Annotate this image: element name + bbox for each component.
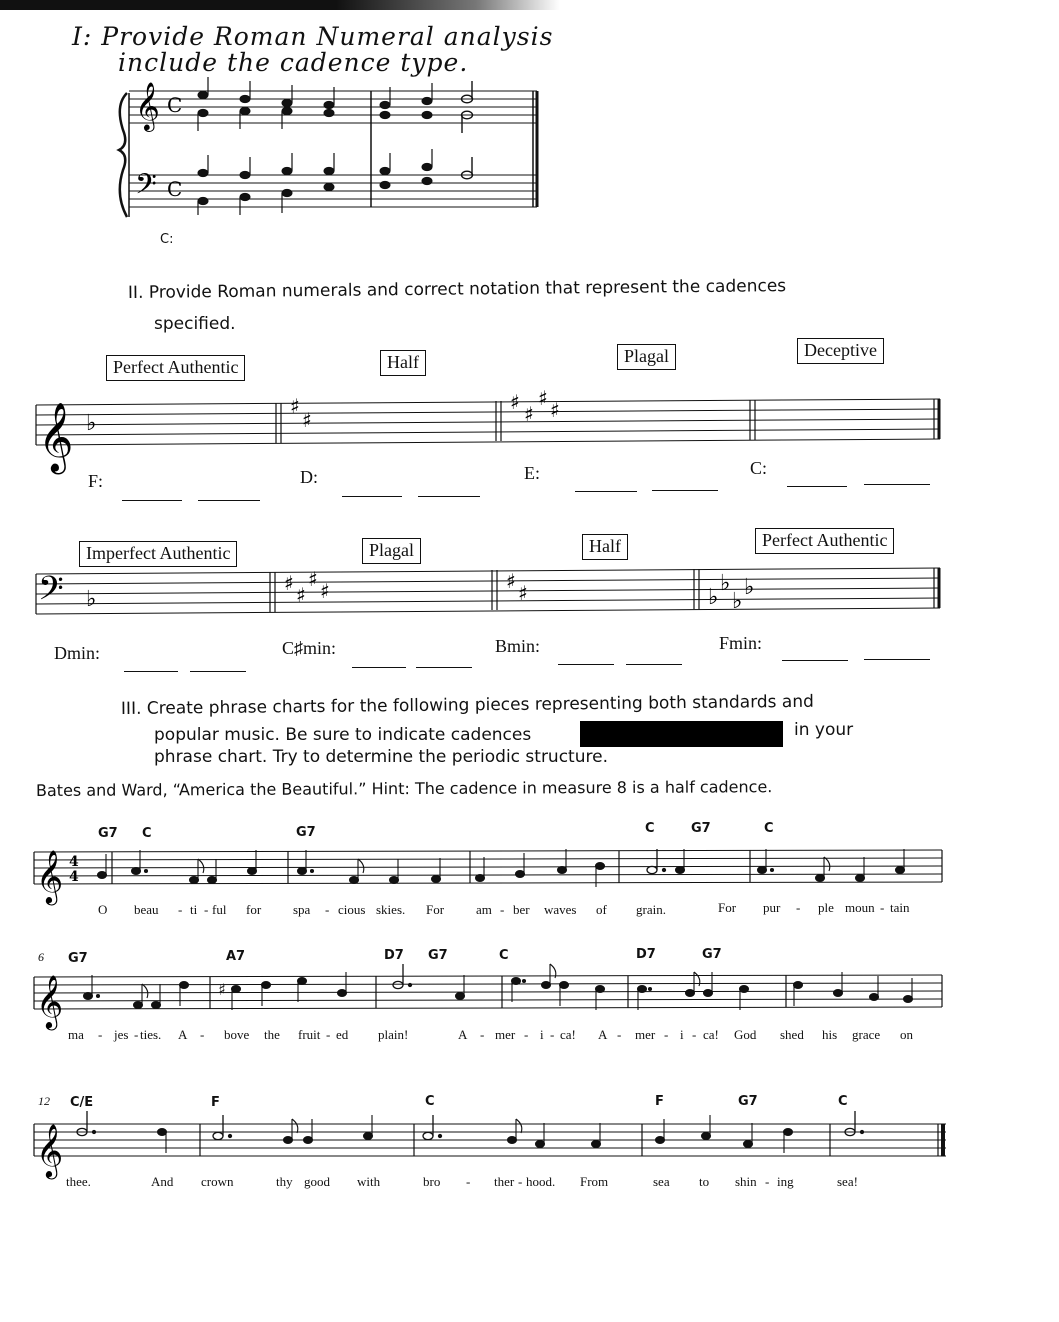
lyric-syllable: fruit — [298, 1027, 321, 1042]
treble-clef-icon: 𝄞 — [36, 974, 64, 1028]
lyric-syllable: A — [598, 1027, 608, 1042]
lyric-syllable: - — [326, 1027, 331, 1042]
bass-clef-icon: 𝄢 — [135, 168, 157, 208]
lyric-syllable: ing — [777, 1174, 794, 1189]
sharp-icon: ♯ — [284, 571, 294, 595]
lyric-syllable: for — [246, 902, 262, 917]
lyric-syllable: - — [880, 900, 885, 915]
lyric-syllable: And — [151, 1174, 174, 1189]
lyric-syllable: cious — [338, 902, 366, 917]
measure-number: 6 — [38, 950, 44, 964]
flat-icon: ♭ — [86, 587, 97, 612]
sharp-icon: ♯ — [510, 390, 520, 414]
lyric-syllable: good — [304, 1174, 330, 1189]
treble-clef-icon: 𝄞 — [36, 1123, 64, 1177]
answer-blank[interactable] — [418, 482, 480, 501]
lyric-syllable: ca! — [560, 1027, 576, 1042]
chord-symbol: A7 — [226, 949, 246, 964]
answer-blank[interactable] — [416, 653, 472, 672]
sharp-icon: ♯ — [296, 583, 306, 607]
lyric-syllable: - — [178, 902, 183, 917]
lyric-syllable: ed — [336, 1027, 349, 1042]
flat-icon: ♭ — [708, 585, 719, 610]
cadence-label-half: Half — [380, 350, 426, 376]
lyric-syllable: of — [596, 902, 607, 917]
key-label-dmin: Dmin: — [54, 643, 101, 663]
lyric-syllable: - — [466, 1174, 471, 1189]
scan-edge-bar — [0, 0, 560, 10]
lyric-syllable: the — [264, 1027, 280, 1042]
lyric-syllable: on — [900, 1027, 913, 1042]
cadence-label-imperfect-authentic: Imperfect Authentic — [79, 541, 237, 567]
flat-icon: ♭ — [86, 411, 97, 436]
cadence-label-perfect-authentic: Perfect Authentic — [755, 528, 894, 554]
cadence-label-deceptive: Deceptive — [797, 338, 884, 364]
lyric-syllable: his — [822, 1027, 838, 1042]
answer-blank[interactable] — [122, 486, 182, 505]
lyric-syllable: ma — [68, 1027, 84, 1042]
melody-staff-line2 — [32, 965, 947, 1028]
answer-blank[interactable] — [558, 650, 614, 669]
lyric-syllable: crown — [201, 1174, 234, 1189]
lyric-syllable: - — [692, 1027, 697, 1042]
section1-grand-staff — [115, 75, 555, 225]
lyric-syllable: grace — [852, 1027, 881, 1042]
lyric-syllable: shed — [780, 1027, 804, 1042]
chord-symbol: G7 — [68, 951, 88, 966]
lyric-syllable: O — [98, 902, 108, 917]
cadence-label-plagal: Plagal — [362, 538, 421, 564]
lyric-syllable: beau — [134, 902, 159, 917]
section1-instruction-line2: include the cadence type. — [118, 48, 469, 77]
chord-symbol: G7 — [738, 1094, 758, 1109]
section2-treble-staff — [34, 375, 944, 472]
lyric-syllable: A — [458, 1027, 468, 1042]
lyric-syllable: - — [325, 902, 330, 917]
lyric-syllable: For — [718, 900, 737, 915]
lyric-syllable: plain! — [378, 1027, 409, 1042]
treble-clef-icon: 𝄞 — [36, 849, 64, 903]
chord-symbol: G7 — [702, 947, 722, 962]
section2-heading-line1: II. Provide Roman numerals and correct notation that represent the cadences — [127, 276, 787, 303]
answer-blank[interactable] — [864, 470, 930, 489]
key-label-fmin: Fmin: — [719, 633, 763, 653]
chord-symbol: C/E — [70, 1095, 94, 1110]
lyric-syllable: - — [617, 1027, 622, 1042]
key-label-d: D: — [300, 467, 318, 487]
answer-blank[interactable] — [124, 657, 178, 676]
lyric-syllable: mer — [495, 1027, 516, 1042]
chord-symbol: G7 — [296, 825, 316, 840]
lyric-syllable: - — [204, 902, 209, 917]
lyric-syllable: - — [500, 902, 505, 917]
lyric-syllable: spa — [293, 902, 311, 917]
answer-blank[interactable] — [782, 646, 848, 665]
answer-blank[interactable] — [352, 653, 406, 672]
section3-heading-line2a: popular music. Be sure to indicate cadences — [154, 725, 532, 745]
flat-icon: ♭ — [720, 571, 731, 596]
lyric-syllable: - — [765, 1174, 770, 1189]
svg-text:C: C — [167, 177, 183, 201]
sharp-icon: ♯ — [308, 567, 318, 591]
melody-staff-line3 — [32, 1112, 947, 1177]
lyric-syllable: skies. — [376, 902, 406, 917]
chord-symbol: G7 — [691, 821, 711, 836]
lyric-syllable: waves — [544, 902, 577, 917]
svg-text:4: 4 — [69, 854, 79, 870]
answer-blank[interactable] — [864, 645, 930, 664]
section1-instruction-line1: I: Provide Roman Numeral analysis — [72, 22, 554, 51]
lyric-syllable: ple — [818, 900, 834, 915]
answer-blank[interactable] — [198, 486, 260, 505]
key-label-f: F: — [88, 471, 104, 491]
sharp-icon: ♯ — [506, 569, 516, 593]
lyric-syllable: - — [664, 1027, 669, 1042]
lyric-syllable: - — [518, 1174, 523, 1189]
cadence-label-plagal: Plagal — [617, 344, 676, 370]
lyric-syllable: with — [357, 1174, 381, 1189]
section3-heading-line3: phrase chart. Try to determine the periodic structure. — [154, 747, 608, 767]
flat-icon: ♭ — [744, 575, 755, 600]
lyric-syllable: to — [699, 1174, 710, 1189]
answer-blank[interactable] — [190, 657, 246, 676]
key-label-e: E: — [524, 463, 540, 483]
svg-text:♯: ♯ — [218, 980, 226, 999]
lyric-syllable: For — [426, 902, 445, 917]
lyric-syllable: - — [200, 1027, 205, 1042]
sharp-icon: ♯ — [518, 581, 528, 605]
lyric-syllable: thy — [276, 1174, 293, 1189]
lyric-syllable: - — [550, 1027, 555, 1042]
flat-icon: ♭ — [732, 589, 743, 614]
section3-heading-line1: III. Create phrase charts for the following pieces representing both standards and — [120, 691, 814, 719]
chord-symbol: C — [645, 821, 655, 836]
treble-clef-icon: 𝄞 — [135, 81, 160, 130]
lyric-syllable: A — [178, 1027, 188, 1042]
answer-blank[interactable] — [626, 650, 682, 669]
lyric-syllable: God — [734, 1027, 757, 1042]
chord-symbol: D7 — [384, 948, 404, 963]
lyric-syllable: ful — [212, 902, 227, 917]
treble-clef-icon: 𝄞 — [38, 402, 74, 472]
lyric-syllable: pur — [763, 900, 781, 915]
redaction-bar — [580, 721, 783, 747]
lyric-syllable: i — [680, 1027, 684, 1042]
section3-heading-line2b: in your — [794, 720, 854, 740]
chord-symbol: C — [499, 948, 509, 963]
cadence-label-half: Half — [582, 534, 628, 560]
key-label-bmin: Bmin: — [495, 636, 541, 656]
lyric-syllable: mer — [635, 1027, 656, 1042]
chord-symbol: C — [142, 826, 152, 841]
lyric-syllable: - — [524, 1027, 529, 1042]
section2-bass-staff — [34, 560, 944, 630]
answer-blank[interactable] — [342, 482, 402, 501]
lyric-syllable: From — [580, 1174, 609, 1189]
lyric-syllable: sea — [653, 1174, 670, 1189]
lyric-syllable: - — [98, 1027, 103, 1042]
lyric-syllable: bove — [224, 1027, 250, 1042]
lyric-syllable: shin — [735, 1174, 757, 1189]
lyric-syllable: hood. — [526, 1174, 556, 1189]
lyric-syllable: - — [480, 1027, 485, 1042]
chord-symbol: D7 — [636, 947, 656, 962]
sharp-icon: ♯ — [320, 579, 330, 603]
lyric-syllable: moun — [845, 900, 875, 915]
chord-symbol: C — [764, 821, 774, 836]
lyric-syllable: - — [796, 900, 801, 915]
lyric-syllable: sea! — [837, 1174, 858, 1189]
answer-blank[interactable] — [575, 477, 637, 496]
sharp-icon: ♯ — [290, 394, 300, 418]
svg-text:C: C — [167, 93, 183, 117]
measure-number: 12 — [38, 1094, 50, 1108]
sharp-icon: ♯ — [538, 386, 548, 410]
section1-key-label: C: — [160, 232, 174, 247]
lyric-syllable: grain. — [636, 902, 666, 917]
section2-heading-line2: specified. — [154, 314, 236, 334]
piece-title: Bates and Ward, “America the Beautiful.” Hint: The cadence in measure 8 is a half cadence. — [35, 777, 773, 800]
lyric-syllable: jes — [114, 1027, 129, 1042]
lyric-syllable: bro — [423, 1174, 441, 1189]
sharp-icon: ♯ — [524, 402, 534, 426]
cadence-label-perfect-authentic: Perfect Authentic — [106, 355, 245, 381]
sharp-icon: ♯ — [550, 398, 560, 422]
chord-symbol: C — [838, 1094, 848, 1109]
lyric-syllable: - — [134, 1027, 139, 1042]
lyric-syllable: ti — [190, 902, 198, 917]
chord-symbol: G7 — [428, 948, 448, 963]
sharp-icon: ♯ — [302, 408, 312, 432]
key-label-csharpmin: C♯min: — [282, 638, 337, 658]
answer-blank[interactable] — [787, 472, 847, 491]
chord-symbol: G7 — [98, 826, 118, 841]
lyric-syllable: am — [476, 902, 492, 917]
lyric-syllable: ties. — [140, 1027, 162, 1042]
svg-text:4: 4 — [69, 869, 79, 885]
chord-symbol: C — [425, 1094, 435, 1109]
melody-staff-line1 — [32, 840, 947, 903]
lyric-syllable: tain — [890, 900, 910, 915]
chord-symbol: F — [655, 1094, 664, 1109]
key-label-c: C: — [750, 458, 768, 478]
lyric-syllable: i — [540, 1027, 544, 1042]
chord-symbol: F — [211, 1095, 220, 1110]
answer-blank[interactable] — [652, 476, 718, 495]
lyric-syllable: ca! — [703, 1027, 719, 1042]
bass-clef-icon: 𝄢 — [38, 570, 64, 616]
lyric-syllable: thee. — [66, 1174, 91, 1189]
lyric-syllable: ther — [494, 1174, 515, 1189]
lyric-syllable: ber — [513, 902, 530, 917]
